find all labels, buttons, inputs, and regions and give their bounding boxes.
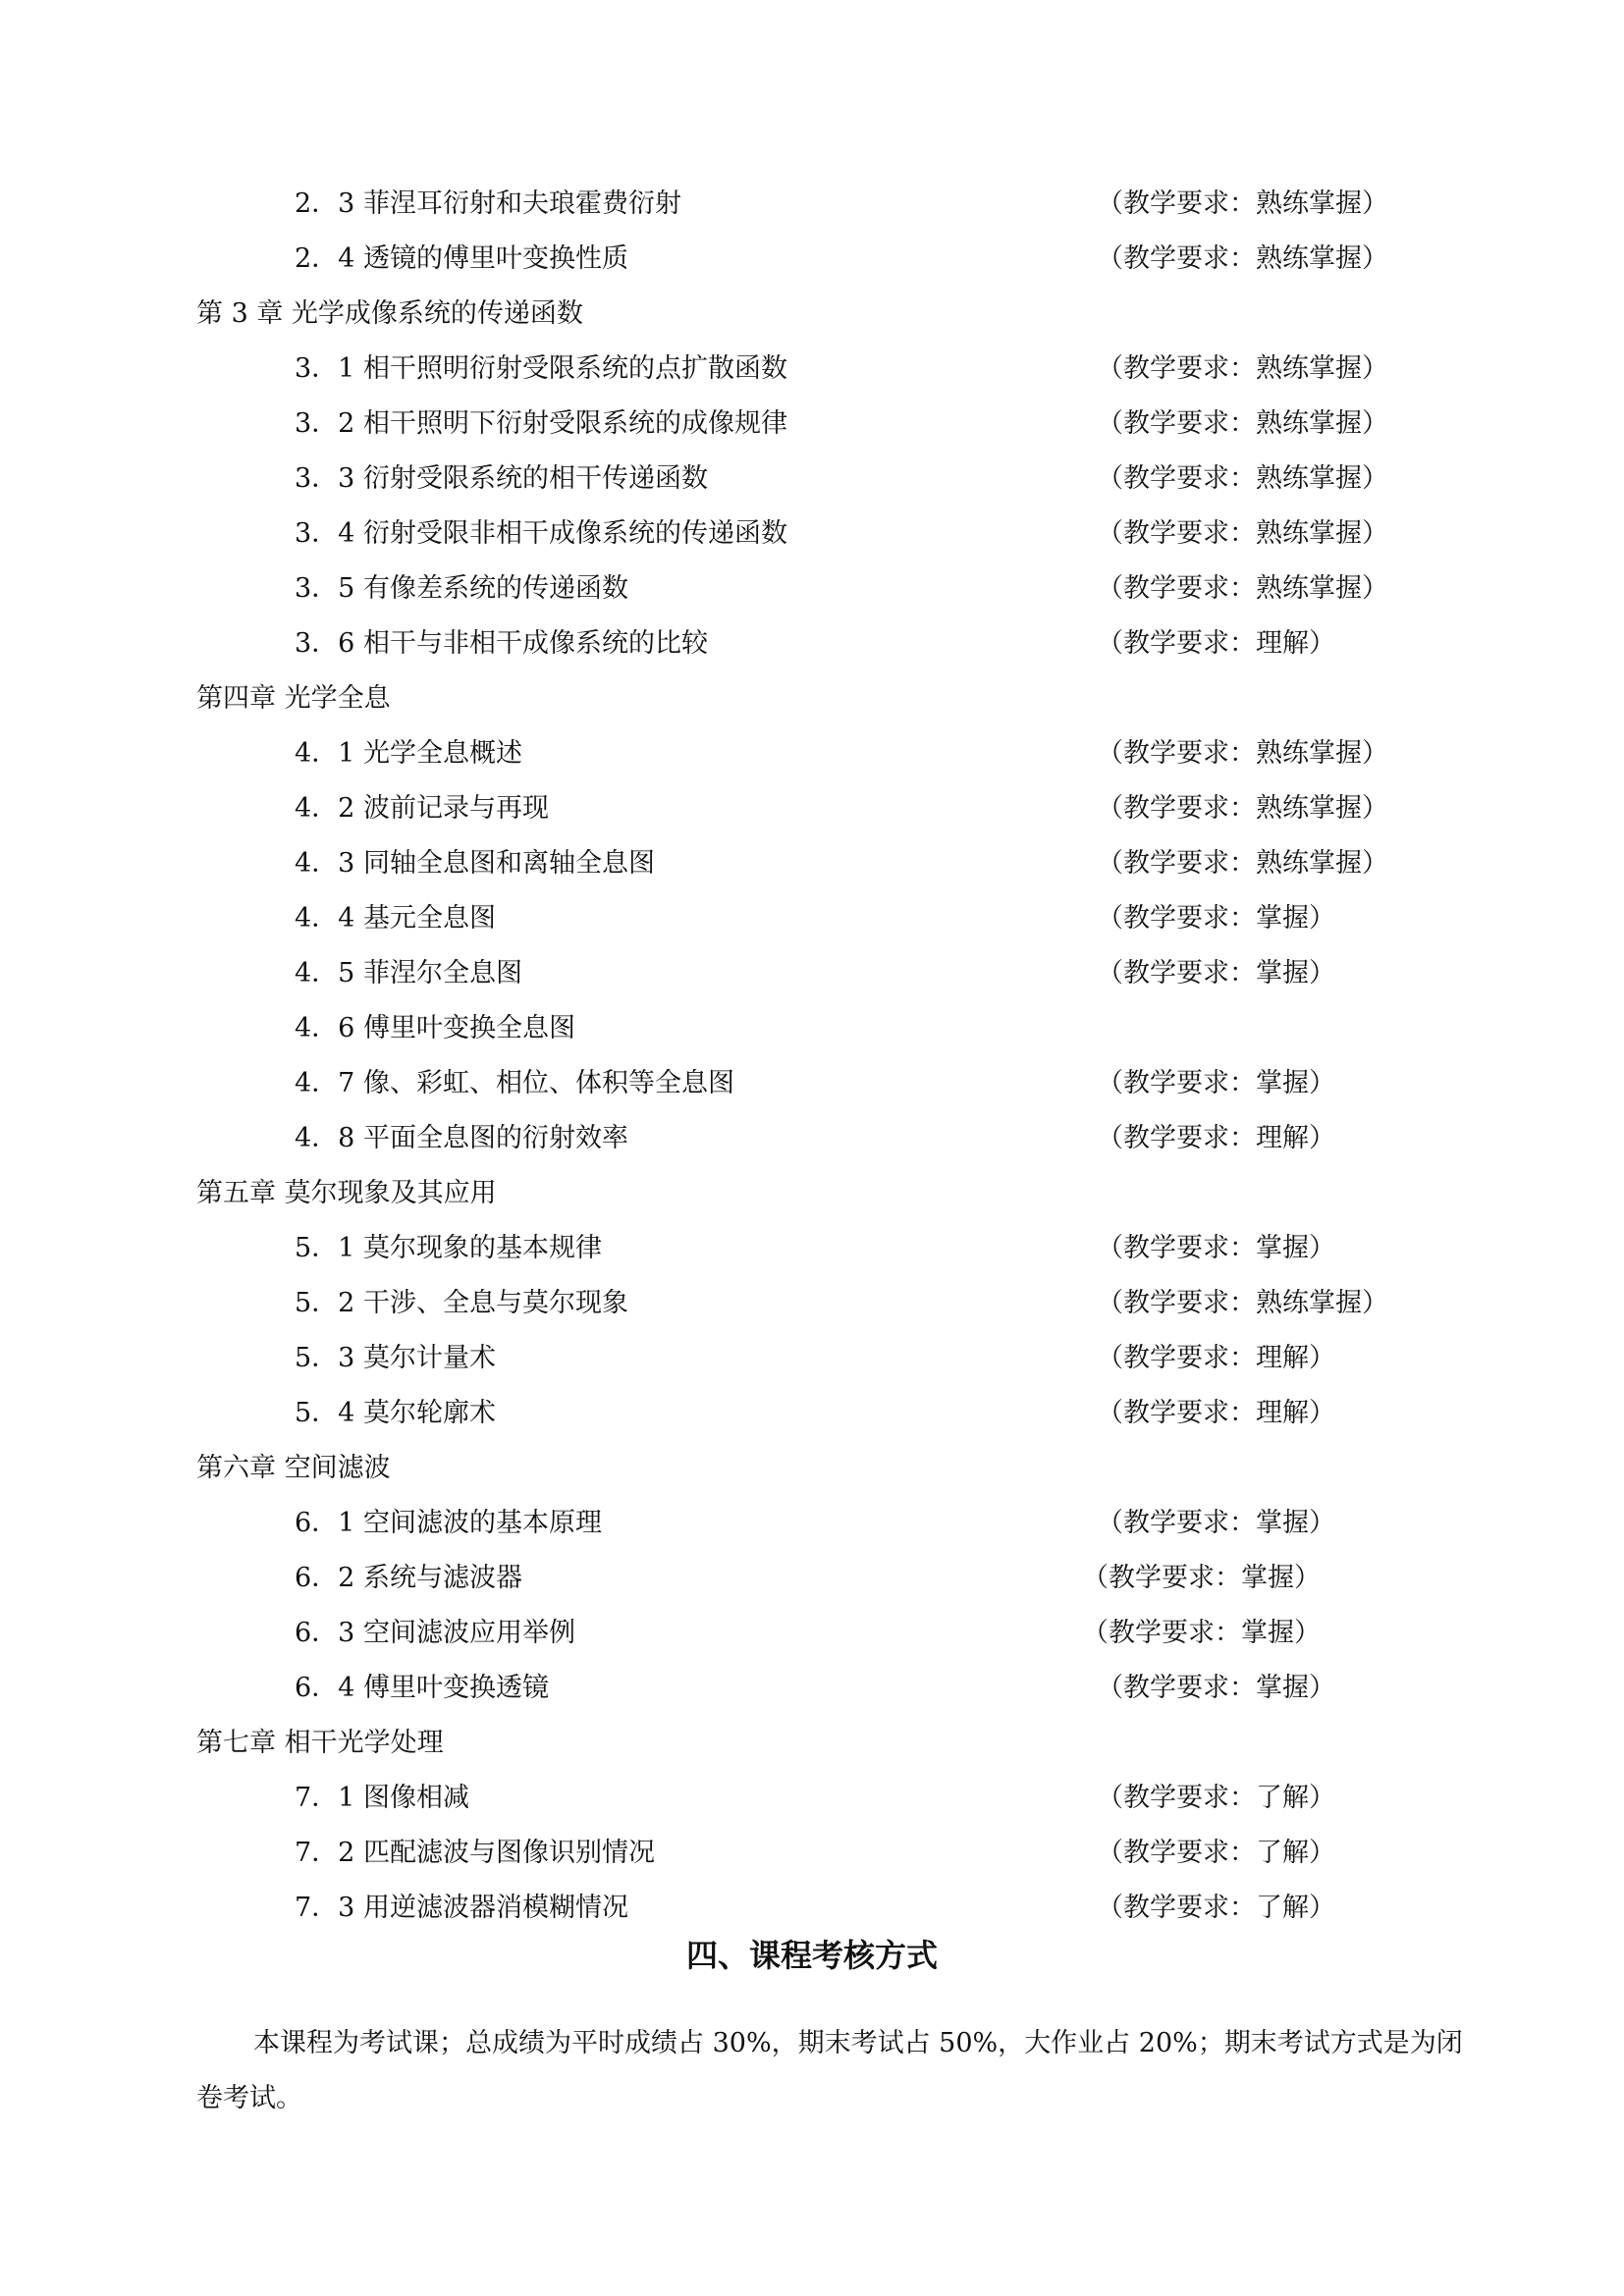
section-item xyxy=(0,726,1624,781)
section-title: 6．3 空间滤波应用举例 xyxy=(295,1618,575,1648)
section-title: 7．3 用逆滤波器消模糊情况 xyxy=(295,1893,628,1923)
section-item xyxy=(0,781,1624,836)
teaching-requirement: （教学要求：熟练掌握） xyxy=(1097,463,1388,494)
section-title: 2．3 菲涅耳衍射和夫琅霍费衍射 xyxy=(295,188,681,219)
section-item xyxy=(0,1496,1624,1551)
teaching-requirement: （教学要求：熟练掌握） xyxy=(1097,353,1388,384)
section-item xyxy=(0,1606,1624,1661)
section-title: 2．4 透镜的傅里叶变换性质 xyxy=(295,243,628,274)
chapter-title: 第四章 光学全息 xyxy=(196,683,391,714)
section-title: 4．7 像、彩虹、相位、体积等全息图 xyxy=(295,1068,734,1098)
section-title: 6．4 傅里叶变换透镜 xyxy=(295,1673,549,1703)
section-item xyxy=(0,946,1624,1001)
section-item xyxy=(0,1551,1624,1606)
chapter-heading xyxy=(0,1166,1624,1221)
teaching-requirement: （教学要求：熟练掌握） xyxy=(1097,738,1388,769)
teaching-requirement: （教学要求：掌握） xyxy=(1082,1563,1321,1593)
section-title: 4．2 波前记录与再现 xyxy=(295,793,549,824)
teaching-requirement: （教学要求：熟练掌握） xyxy=(1097,573,1388,604)
section-title: 4．1 光学全息概述 xyxy=(295,738,522,769)
section-item xyxy=(0,1276,1624,1331)
section-title: 4．8 平面全息图的衍射效率 xyxy=(295,1123,628,1153)
section-title: 4．5 菲涅尔全息图 xyxy=(295,958,522,988)
teaching-requirement: （教学要求：了解） xyxy=(1097,1838,1335,1868)
section-item xyxy=(0,232,1624,287)
section-item xyxy=(0,616,1624,671)
section-item xyxy=(0,1661,1624,1716)
section-item xyxy=(0,1386,1624,1441)
chapter-title: 第六章 空间滤波 xyxy=(196,1453,391,1483)
section-title: 5．3 莫尔计量术 xyxy=(295,1343,496,1373)
section-heading-assessment: 四、课程考核方式 xyxy=(685,1937,938,1974)
section-item xyxy=(0,1001,1624,1056)
teaching-requirement: （教学要求：理解） xyxy=(1097,1343,1335,1373)
section-title: 5．1 莫尔现象的基本规律 xyxy=(295,1233,602,1263)
assessment-paragraph: 本课程为考试课；总成绩为平时成绩占 30%，期末考试占 50%，大作业占 20%；期末考试方式是为闭卷考试。 xyxy=(196,2028,1463,2113)
teaching-requirement: （教学要求：了解） xyxy=(1097,1783,1335,1813)
teaching-requirement: （教学要求：理解） xyxy=(1097,628,1335,659)
teaching-requirement: （教学要求：理解） xyxy=(1097,1123,1335,1153)
teaching-requirement: （教学要求：掌握） xyxy=(1097,1233,1335,1263)
section-item xyxy=(0,507,1624,561)
section-title: 6．1 空间滤波的基本原理 xyxy=(295,1508,602,1538)
section-item xyxy=(0,1331,1624,1386)
section-item xyxy=(0,561,1624,616)
section-item xyxy=(0,342,1624,397)
section-item xyxy=(0,1056,1624,1111)
teaching-requirement: （教学要求：掌握） xyxy=(1097,1673,1335,1703)
teaching-requirement: （教学要求：掌握） xyxy=(1097,1068,1335,1098)
section-item xyxy=(0,177,1624,232)
teaching-requirement: （教学要求：熟练掌握） xyxy=(1097,243,1388,274)
section-item xyxy=(0,891,1624,946)
section-title: 3．5 有像差系统的传递函数 xyxy=(295,573,628,604)
section-item xyxy=(0,836,1624,891)
chapter-heading xyxy=(0,671,1624,726)
chapter-heading xyxy=(0,1441,1624,1496)
teaching-requirement: （教学要求：熟练掌握） xyxy=(1097,408,1388,439)
teaching-requirement: （教学要求：掌握） xyxy=(1097,1508,1335,1538)
teaching-requirement: （教学要求：熟练掌握） xyxy=(1097,188,1388,219)
chapter-title: 第五章 莫尔现象及其应用 xyxy=(196,1178,497,1208)
teaching-requirement: （教学要求：熟练掌握） xyxy=(1097,793,1388,824)
section-title: 3．3 衍射受限系统的相干传递函数 xyxy=(295,463,708,494)
section-item xyxy=(0,1771,1624,1826)
section-title: 3．6 相干与非相干成像系统的比较 xyxy=(295,628,708,659)
section-title: 3．4 衍射受限非相干成像系统的传递函数 xyxy=(295,518,787,549)
section-item xyxy=(0,397,1624,452)
teaching-requirement: （教学要求：熟练掌握） xyxy=(1097,518,1388,549)
section-title: 5．4 莫尔轮廓术 xyxy=(295,1398,496,1428)
section-title: 4．3 同轴全息图和离轴全息图 xyxy=(295,848,655,879)
section-item xyxy=(0,1221,1624,1276)
teaching-requirement: （教学要求：熟练掌握） xyxy=(1097,848,1388,879)
section-title: 4．6 傅里叶变换全息图 xyxy=(295,1013,575,1043)
chapter-heading xyxy=(0,287,1624,342)
teaching-requirement: （教学要求：掌握） xyxy=(1082,1618,1321,1648)
section-title: 3．1 相干照明衍射受限系统的点扩散函数 xyxy=(295,353,787,384)
chapter-title: 第七章 相干光学处理 xyxy=(196,1728,444,1758)
teaching-requirement: （教学要求：掌握） xyxy=(1097,958,1335,988)
section-item xyxy=(0,1111,1624,1166)
section-item xyxy=(0,1826,1624,1881)
section-title: 4．4 基元全息图 xyxy=(295,903,496,934)
section-title: 5．2 干涉、全息与莫尔现象 xyxy=(295,1288,628,1318)
section-title: 7．1 图像相减 xyxy=(295,1783,469,1813)
chapter-heading xyxy=(0,1716,1624,1771)
teaching-requirement: （教学要求：了解） xyxy=(1097,1893,1335,1923)
teaching-requirement: （教学要求：理解） xyxy=(1097,1398,1335,1428)
section-item xyxy=(0,452,1624,507)
section-title: 6．2 系统与滤波器 xyxy=(295,1563,522,1593)
teaching-requirement: （教学要求：熟练掌握） xyxy=(1097,1288,1388,1318)
section-title: 7．2 匹配滤波与图像识别情况 xyxy=(295,1838,655,1868)
chapter-title: 第 3 章 光学成像系统的传递函数 xyxy=(196,298,583,329)
section-title: 3．2 相干照明下衍射受限系统的成像规律 xyxy=(295,408,787,439)
teaching-requirement: （教学要求：掌握） xyxy=(1097,903,1335,934)
